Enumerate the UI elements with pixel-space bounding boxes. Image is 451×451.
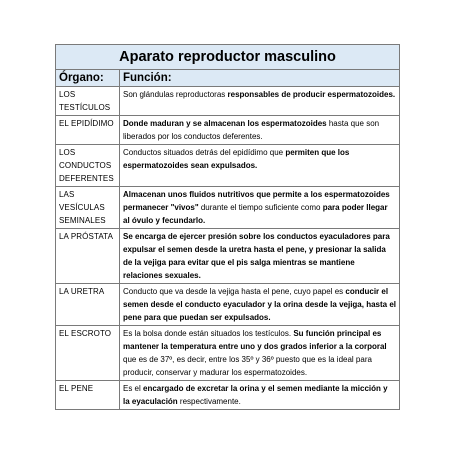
function-text-bold: responsables de producir espermatozoides.	[227, 90, 396, 99]
function-cell	[120, 87, 400, 116]
organ-cell: EL ESCROTO	[56, 326, 120, 381]
function-cell	[120, 381, 400, 410]
function-text: hasta que son liberados por los conductos deferentes.	[123, 119, 380, 141]
reproductive-system-table	[55, 44, 400, 410]
function-text-bold: conducir el semen desde el conducto eyaculador y la orina desde la vejiga, hasta el pene para que puedan ser expulsados.	[123, 287, 396, 322]
table-row	[56, 284, 400, 326]
organ-cell: LOS CONDUCTOS DEFERENTES	[56, 145, 120, 187]
function-text: que es de 37º, es decir, entre los 35º y 36º puesto que es la ideal para producir, conservar y madurar los espermatozoides.	[123, 355, 372, 377]
table-row	[56, 326, 400, 381]
function-cell	[120, 187, 400, 229]
function-text-bold: Almacenan unos fluidos nutritivos que permite a los espermatozoides permanecer "vivos"	[123, 190, 390, 212]
function-cell	[120, 284, 400, 326]
function-cell	[120, 229, 400, 284]
organ-function-table	[55, 44, 400, 410]
function-text: durante el tiempo suficiente como	[198, 203, 323, 212]
function-text: Conductos situados detrás del epidídimo que	[123, 148, 286, 157]
function-text: Es la bolsa donde están situados los testículos.	[123, 329, 294, 338]
function-text: Conducto que va desde la vejiga hasta el pene, cuyo papel es	[123, 287, 346, 296]
organ-cell: EL EPIDÍDIMO	[56, 116, 120, 145]
function-cell	[120, 116, 400, 145]
function-text-bold: encargado de excretar la orina y el semen mediante la micción y la eyaculación	[123, 384, 388, 406]
table-row	[56, 381, 400, 410]
organ-column-header: Órgano:	[56, 70, 120, 87]
function-text-bold: Se encarga de ejercer presión sobre los conductos eyaculadores para expulsar el semen desde la uretra hasta el pene, y presionar la salida de la vejiga para evitar que el pis salga mientras se mantiene relaciones sexuales.	[123, 232, 390, 280]
function-column-header: Función:	[120, 70, 400, 87]
table-row	[56, 87, 400, 116]
header-row	[56, 70, 400, 87]
table-row	[56, 187, 400, 229]
function-text-bold: para poder llegar al óvulo y fecundarlo.	[123, 203, 388, 225]
title-row	[56, 45, 400, 70]
organ-cell: LA PRÓSTATA	[56, 229, 120, 284]
organ-cell: EL PENE	[56, 381, 120, 410]
function-text-bold: Su función principal es mantener la temperatura entre uno y dos grados inferior a la corporal	[123, 329, 387, 351]
table-body	[56, 87, 400, 410]
organ-cell: LOS TESTÍCULOS	[56, 87, 120, 116]
table-row	[56, 145, 400, 187]
table-title: Aparato reproductor masculino	[56, 45, 400, 70]
function-cell	[120, 326, 400, 381]
function-text-bold: permiten que los espermatozoides sean expulsados.	[123, 148, 350, 170]
organ-cell: LA URETRA	[56, 284, 120, 326]
function-text: Son glándulas reproductoras	[123, 90, 228, 99]
table-row	[56, 229, 400, 284]
function-text: respectivamente.	[177, 397, 241, 406]
function-text-bold: Donde maduran y se almacenan los espermatozoides	[123, 119, 327, 128]
function-cell	[120, 145, 400, 187]
organ-cell: LAS VESÍCULAS SEMINALES	[56, 187, 120, 229]
table-row	[56, 116, 400, 145]
function-text: Es el	[123, 384, 144, 393]
